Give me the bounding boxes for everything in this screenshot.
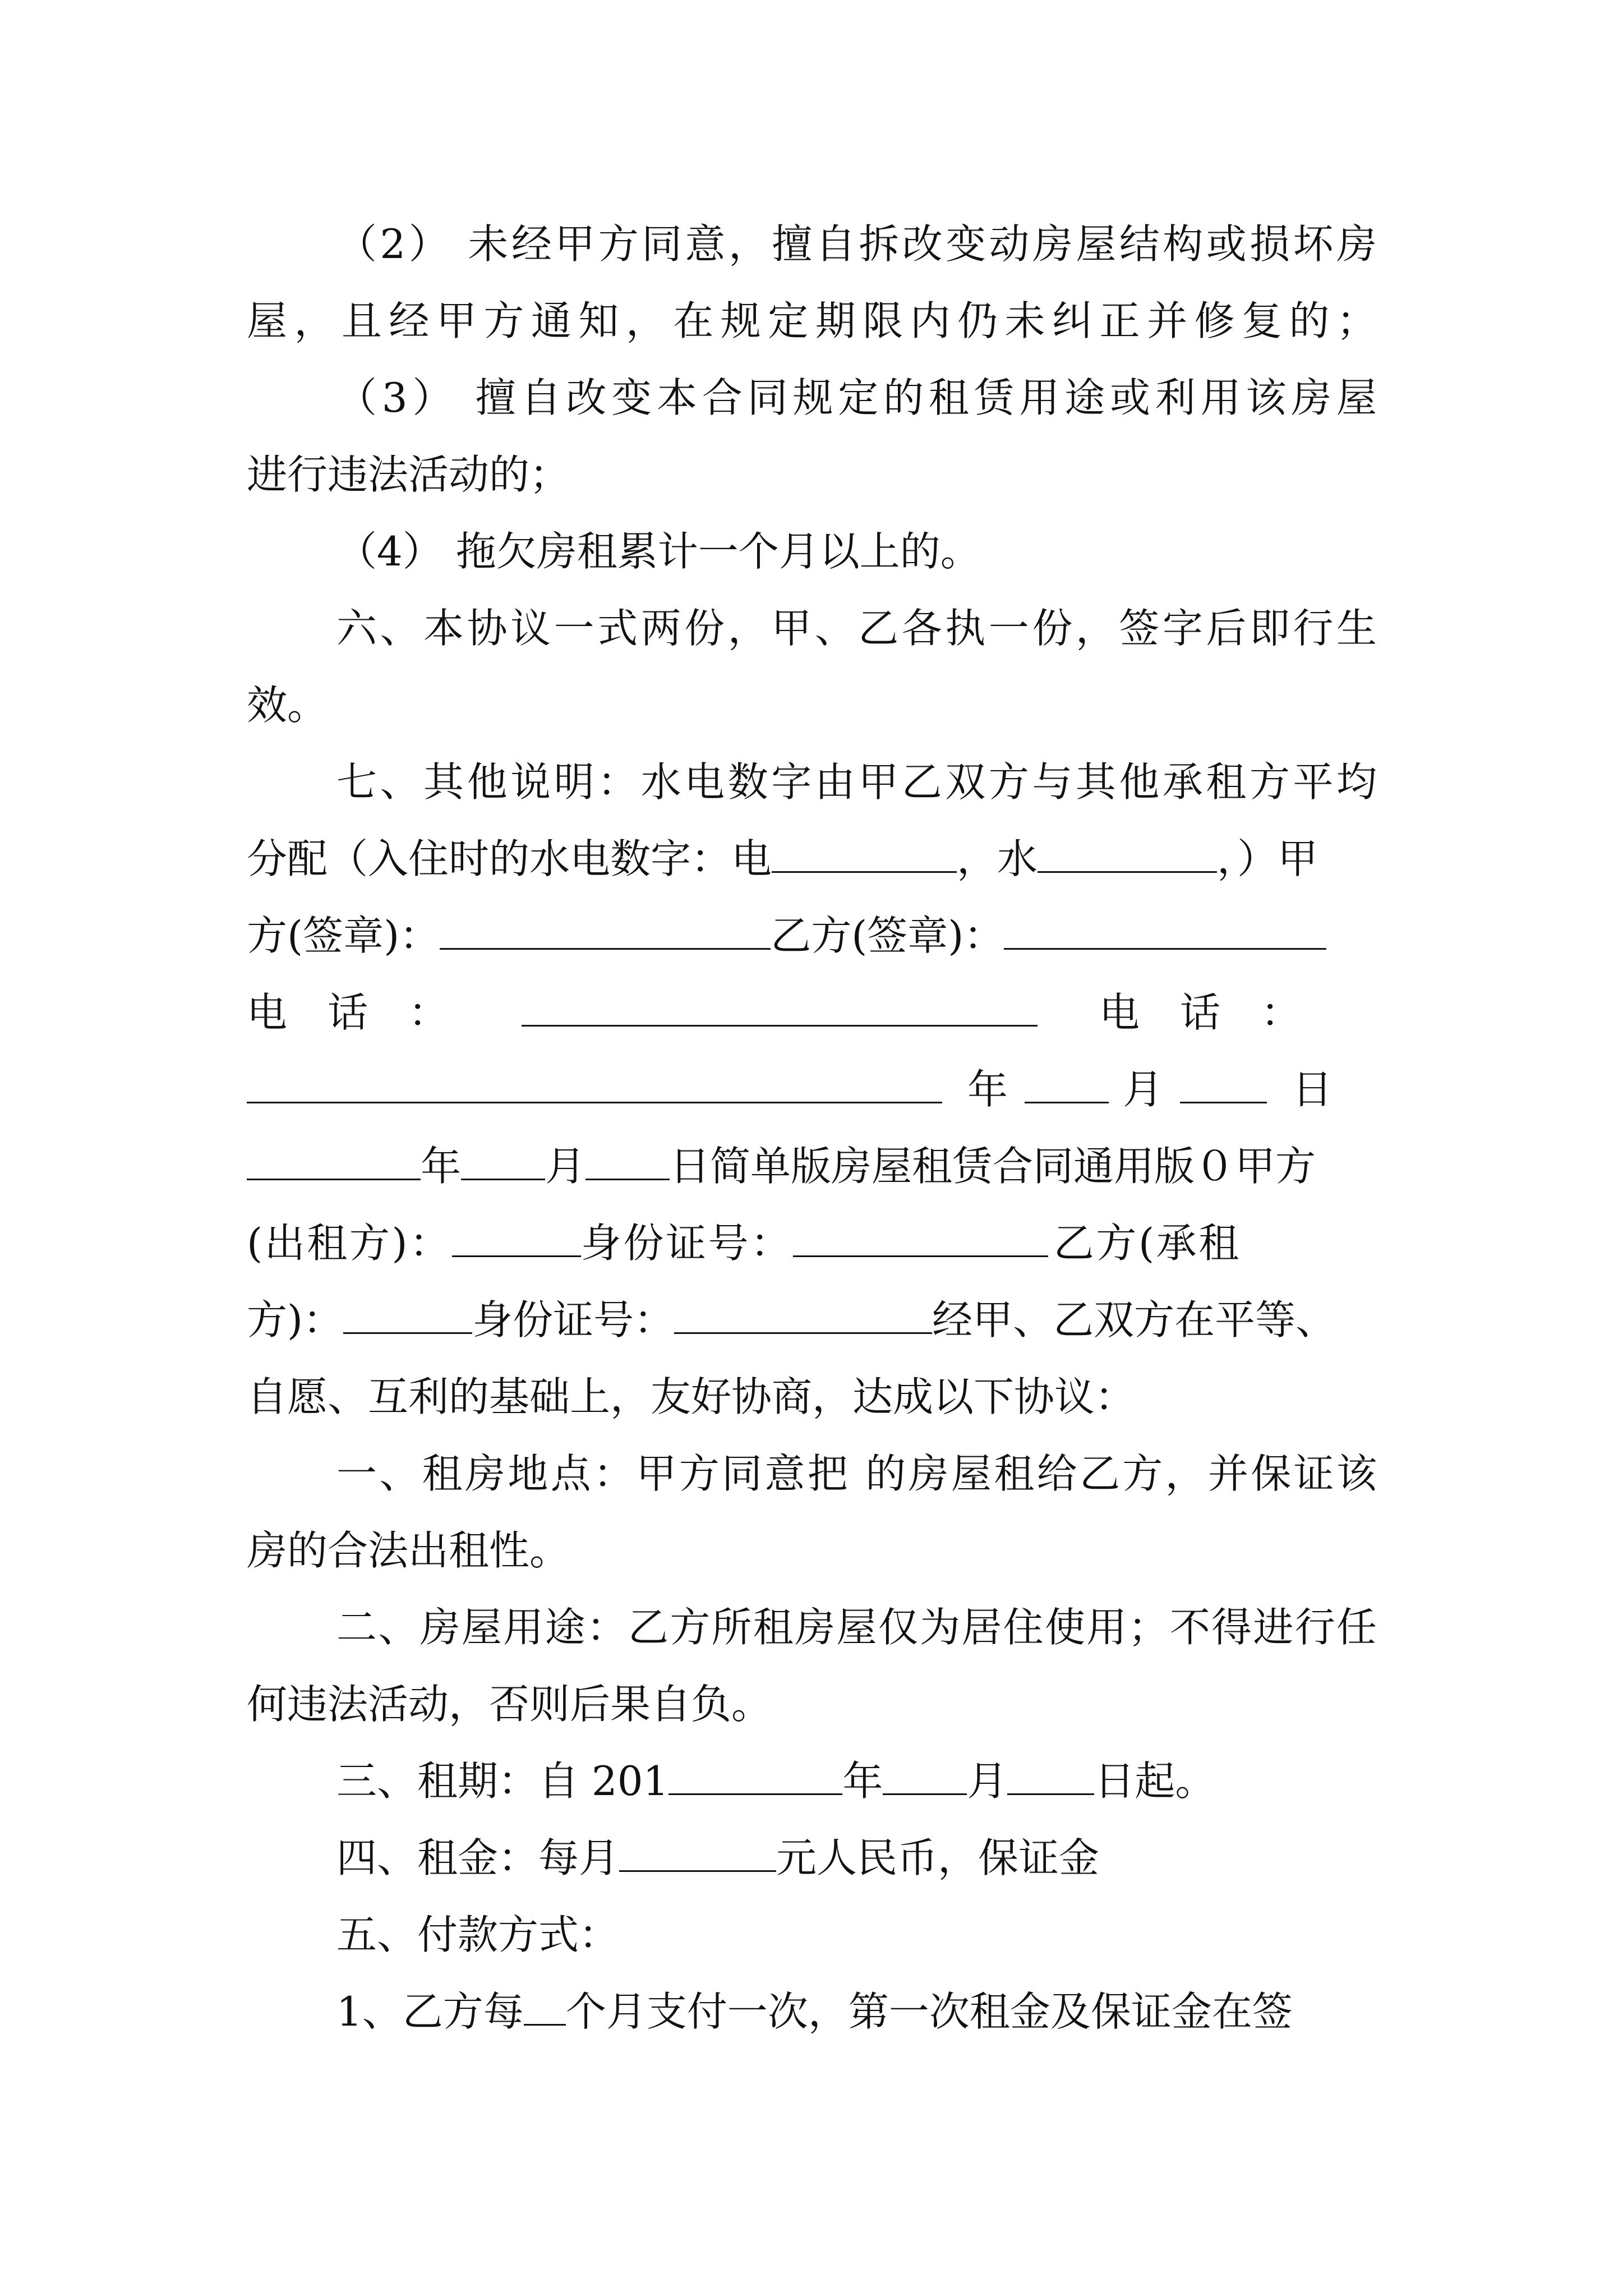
- electricity-blank: [772, 832, 957, 873]
- lessee-id-blank: [674, 1293, 932, 1334]
- year-blank: [247, 1139, 421, 1180]
- month-blank: [883, 1754, 967, 1795]
- text-segment: (出租方)：: [247, 1220, 452, 1267]
- text-line: [247, 1215, 1377, 1271]
- text-line: [336, 1830, 1377, 1886]
- text-line: [247, 908, 1377, 964]
- text-line: [247, 1061, 1377, 1117]
- text-segment: 日简单版房屋租赁合同通用版０甲方: [670, 1143, 1316, 1190]
- month-blank: [1025, 1062, 1109, 1103]
- months-blank: [524, 1985, 566, 2026]
- text-segment: 1、乙方每: [336, 1988, 524, 2035]
- text-segment: 方(签章)：: [247, 912, 440, 959]
- text-line: [247, 984, 1377, 1041]
- text-line: [247, 1138, 1377, 1194]
- text-segment: 电 话 ：: [1099, 989, 1302, 1036]
- text-segment: 经甲、乙双方在平等、: [932, 1296, 1336, 1343]
- day-blank: [1180, 1062, 1267, 1103]
- text-segment: 月: [1123, 1066, 1164, 1113]
- text-segment: ，）甲: [1217, 835, 1318, 882]
- text-segment: 分配（入住时的水电数字：电: [247, 835, 772, 882]
- text-line: 屋，且经甲方通知，在规定期限内仍未纠正并修复的；: [247, 297, 1377, 344]
- day-blank: [585, 1139, 670, 1180]
- text-line: [247, 1292, 1377, 1348]
- lessor-id-blank: [793, 1216, 1048, 1257]
- text-line: [336, 1753, 1377, 1809]
- text-segment: ，水: [957, 835, 1038, 882]
- lessor-name-blank: [452, 1216, 581, 1257]
- text-segment: 日: [1292, 1066, 1333, 1113]
- text-line: 自愿、互利的基础上，友好协商，达成以下协议：: [247, 1373, 1136, 1420]
- text-line: 五、付款方式：: [336, 1911, 620, 1958]
- text-line: （3） 擅自改变本合同规定的租赁用途或利用该房屋: [336, 374, 1377, 421]
- text-line: 效。: [247, 682, 328, 729]
- text-segment: 身份证号：: [580, 1220, 793, 1267]
- text-segment: 年: [421, 1143, 462, 1190]
- text-line: 房的合法出租性。: [247, 1527, 570, 1574]
- text-line: 一、租房地点：甲方同意把 的房屋租给乙方，并保证该: [336, 1450, 1377, 1497]
- text-segment: 个月支付一次，第一次租金及保证金在签: [565, 1988, 1293, 2035]
- phone-blank: [247, 1062, 942, 1103]
- month-blank: [461, 1139, 545, 1180]
- text-line: （4） 拖欠房租累计一个月以上的。: [336, 528, 981, 575]
- phone-blank: [522, 986, 1038, 1027]
- text-line: [247, 831, 1377, 887]
- text-segment: 乙方(承租: [1053, 1220, 1241, 1267]
- text-segment: 电 话 ：: [247, 989, 449, 1036]
- text-segment: 方)：: [247, 1296, 344, 1343]
- party-a-signature-blank: [440, 909, 771, 950]
- text-line: （2） 未经甲方同意，擅自拆改变动房屋结构或损坏房: [336, 220, 1377, 268]
- year-blank: [668, 1754, 842, 1795]
- text-segment: 三、租期：自 201: [336, 1757, 669, 1805]
- text-line: 六、本协议一式两份，甲、乙各执一份，签字后即行生: [336, 605, 1377, 652]
- text-line: 何违法活动，否则后果自负。: [247, 1681, 772, 1728]
- text-segment: 四、租金：每月: [336, 1834, 620, 1881]
- text-segment: 年: [967, 1066, 1008, 1113]
- text-line: 进行违法活动的；: [247, 451, 570, 498]
- text-segment: 年: [842, 1757, 883, 1805]
- day-blank: [1007, 1754, 1094, 1795]
- rent-amount-blank: [619, 1831, 776, 1872]
- text-line: 七、其他说明：水电数字由甲乙双方与其他承租方平均: [336, 758, 1377, 806]
- text-segment: 日起。: [1094, 1757, 1216, 1805]
- text-segment: 身份证号：: [472, 1296, 675, 1343]
- party-b-signature-blank: [1004, 909, 1326, 950]
- text-segment: 月: [545, 1143, 586, 1190]
- text-segment: 元人民币，保证金: [776, 1834, 1100, 1881]
- text-line: [336, 1984, 1377, 2040]
- text-segment: 月: [967, 1757, 1008, 1805]
- text-segment: 乙方(签章)：: [771, 912, 1004, 959]
- lessee-name-blank: [343, 1293, 472, 1334]
- water-blank: [1038, 832, 1217, 873]
- text-line: 二、房屋用途：乙方所租房屋仅为居住使用；不得进行任: [336, 1604, 1377, 1651]
